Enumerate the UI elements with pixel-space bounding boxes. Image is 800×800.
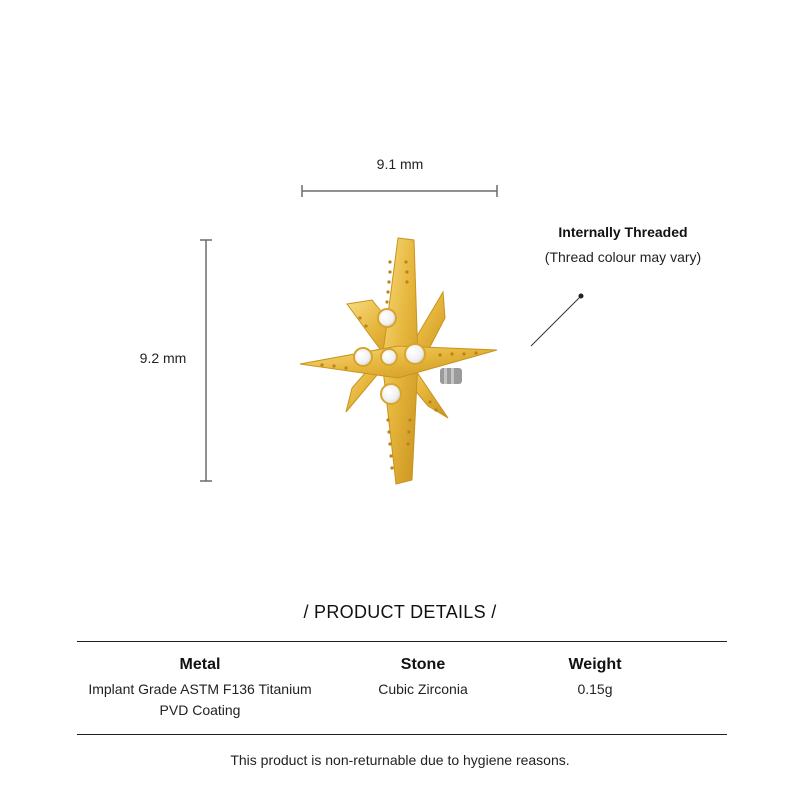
product-details-heading: / PRODUCT DETAILS /	[303, 602, 497, 622]
thread-info-note: (Thread colour may vary)	[544, 249, 702, 265]
return-policy-note: This product is non-returnable due to hygiene reasons.	[230, 752, 570, 768]
pointer-line-icon	[531, 294, 584, 347]
details-bottom-divider	[77, 734, 727, 735]
stone-value-line: Cubic Zirconia	[378, 681, 468, 697]
width-dimension-label: 9.1 mm	[376, 156, 424, 172]
height-dimension-label: 9.2 mm	[139, 350, 187, 366]
weight-value-line: 0.15g	[577, 681, 613, 697]
north-star-stud-icon	[300, 238, 497, 484]
metal-heading: Metal	[179, 656, 221, 673]
thread-info-title: Internally Threaded	[558, 224, 688, 240]
details-column-metal	[80, 656, 320, 721]
width-dimension-line	[302, 185, 497, 197]
details-column-weight	[525, 656, 665, 700]
weight-heading: Weight	[568, 656, 622, 673]
details-top-divider	[77, 641, 727, 642]
metal-value-line: Implant Grade ASTM F136 Titanium	[88, 681, 312, 697]
metal-value-line: PVD Coating	[159, 702, 241, 718]
height-dimension-line	[200, 240, 212, 481]
stone-heading: Stone	[400, 656, 446, 673]
details-column-stone	[343, 656, 503, 700]
